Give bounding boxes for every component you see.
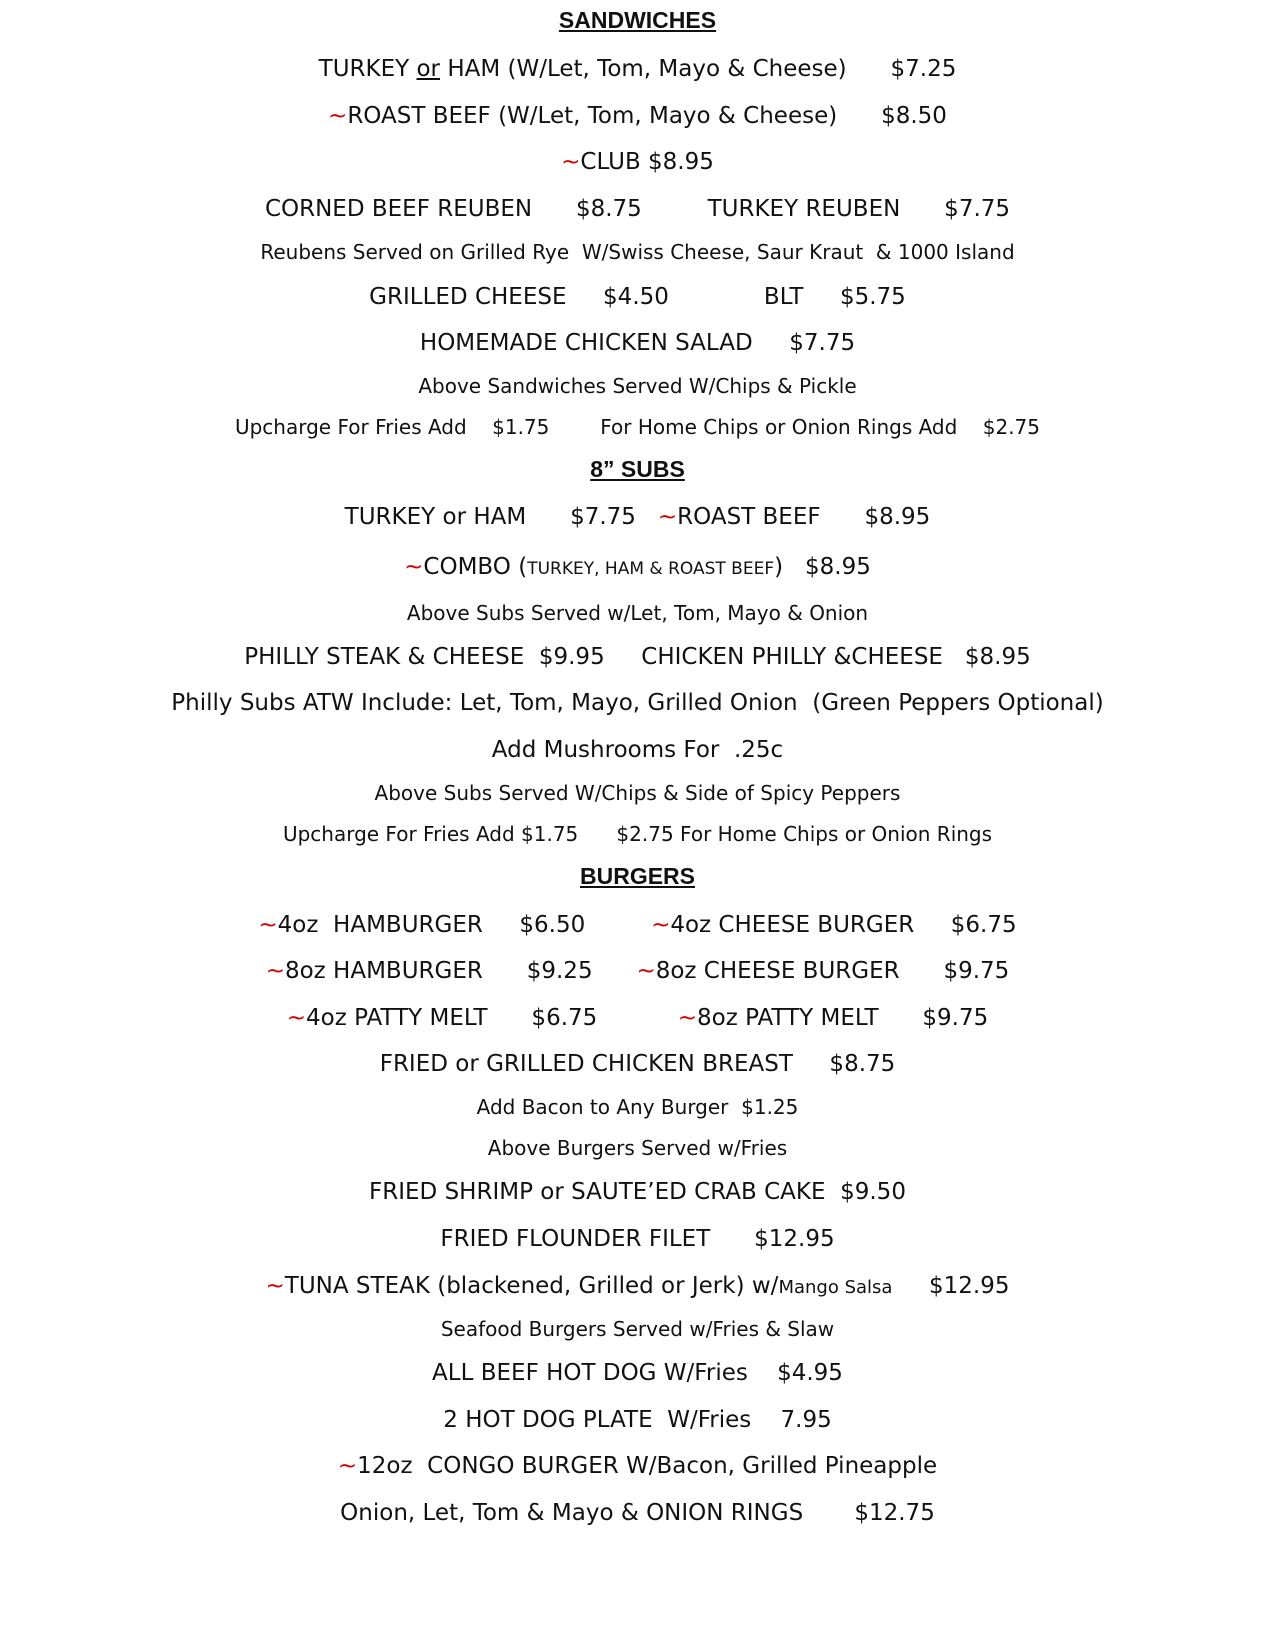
- menu-item-patty-melts: [0, 1007, 1275, 1030]
- 8oz-cheeseburger-text: 8oz CHEESE BURGER $9.75: [655, 958, 1010, 984]
- menu-item-turkey-ham: [0, 58, 1275, 81]
- sandwiches-served-note: Above Sandwiches Served W/Chips & Pickle: [418, 374, 857, 398]
- signature-tilde: ~: [265, 1273, 285, 1299]
- seafood-served-note: Seafood Burgers Served w/Fries & Slaw: [440, 1317, 835, 1341]
- tuna-price: $12.95: [892, 1273, 1010, 1299]
- signature-tilde: ~: [657, 504, 678, 530]
- philly-include-note: Philly Subs ATW Include: Let, Tom, Mayo, Grilled Onion (Green Peppers Optional): [171, 690, 1104, 716]
- roast-beef-sub-text: ROAST BEEF $8.95: [677, 504, 931, 530]
- menu-item-chicken-breast: FRIED or GRILLED CHICKEN BREAST $8.75: [379, 1051, 896, 1077]
- combo-contents: TURKEY, HAM & ROAST BEEF: [527, 559, 775, 579]
- signature-tilde: ~: [677, 1005, 697, 1031]
- subs-served-note: Above Subs Served w/Let, Tom, Mayo & Onion: [406, 601, 869, 625]
- 4oz-cheeseburger-text: 4oz CHEESE BURGER $6.75: [670, 912, 1017, 938]
- signature-tilde: ~: [561, 149, 581, 175]
- 8oz-patty-melt-text: 8oz PATTY MELT $9.75: [696, 1005, 989, 1031]
- signature-tilde: ~: [636, 958, 656, 984]
- turkey-text: TURKEY: [318, 56, 417, 82]
- signature-tilde: ~: [328, 103, 348, 129]
- club-text: CLUB $8.95: [580, 149, 714, 175]
- menu-item-philly: PHILLY STEAK & CHEESE $9.95 CHICKEN PHILLY &CHEESE $8.95: [244, 644, 1031, 670]
- menu-item-flounder: FRIED FLOUNDER FILET $12.95: [440, 1226, 835, 1252]
- signature-tilde: ~: [265, 958, 285, 984]
- bacon-note: Add Bacon to Any Burger $1.25: [476, 1095, 799, 1119]
- subs-served-chips-note: Above Subs Served W/Chips & Side of Spicy Peppers: [374, 781, 901, 805]
- turkey-ham-sub-text: TURKEY or HAM $7.75: [344, 504, 658, 530]
- menu-item-tuna-steak: [0, 1275, 1275, 1298]
- menu-item-hot-dog-plate: 2 HOT DOG PLATE W/Fries 7.95: [443, 1407, 832, 1433]
- 4oz-patty-melt-text: 4oz PATTY MELT $6.75: [306, 1005, 678, 1031]
- menu-item-4oz-burgers: [0, 914, 1275, 937]
- or-underlined: or: [416, 56, 441, 82]
- menu-item-shrimp-crab: FRIED SHRIMP or SAUTE’ED CRAB CAKE $9.50: [369, 1179, 906, 1205]
- congo-burger-continued: Onion, Let, Tom & Mayo & ONION RINGS $12.75: [340, 1500, 935, 1526]
- mushrooms-note: Add Mushrooms For .25c: [491, 737, 784, 763]
- subs-heading: 8” SUBS: [590, 456, 685, 482]
- menu-item-grilled-cheese-blt: GRILLED CHEESE $4.50 BLT $5.75: [369, 284, 906, 310]
- menu-item-roast-beef: [0, 105, 1275, 128]
- burgers-served-note: Above Burgers Served w/Fries: [487, 1136, 788, 1160]
- congo-burger-text: 12oz CONGO BURGER W/Bacon, Grilled Pineapple: [357, 1453, 938, 1479]
- tuna-text: TUNA STEAK (blackened, Grilled or Jerk) w/: [284, 1273, 779, 1299]
- sandwiches-heading: SANDWICHES: [558, 7, 717, 33]
- menu-item-hot-dog: ALL BEEF HOT DOG W/Fries $4.95: [432, 1360, 843, 1386]
- 4oz-hamburger-text: 4oz HAMBURGER $6.50: [277, 912, 652, 938]
- mango-salsa-text: Mango Salsa: [778, 1277, 893, 1298]
- 8oz-hamburger-text: 8oz HAMBURGER $9.25: [284, 958, 637, 984]
- signature-tilde: ~: [258, 912, 278, 938]
- menu-item-chicken-salad: HOMEMADE CHICKEN SALAD $7.75: [419, 330, 856, 356]
- menu-item-combo: [0, 556, 1275, 579]
- reuben-note: Reubens Served on Grilled Rye W/Swiss Cheese, Saur Kraut & 1000 Island: [260, 240, 1015, 264]
- burgers-heading: BURGERS: [579, 863, 695, 889]
- menu-item-8oz-burgers: [0, 960, 1275, 983]
- combo-price: ) $8.95: [774, 554, 871, 580]
- ham-text: HAM (W/Let, Tom, Mayo & Cheese) $7.25: [440, 56, 957, 82]
- signature-tilde: ~: [651, 912, 671, 938]
- subs-upcharge-note: Upcharge For Fries Add $1.75 $2.75 For Home Chips or Onion Rings: [282, 822, 993, 846]
- menu-item-subs-turkey-roast: [0, 506, 1275, 529]
- menu-item-congo-burger: [0, 1455, 1275, 1478]
- signature-tilde: ~: [286, 1005, 306, 1031]
- menu-item-reubens: CORNED BEEF REUBEN $8.75 TURKEY REUBEN $7.75: [264, 196, 1011, 222]
- combo-text: COMBO (: [423, 554, 528, 580]
- menu-item-club: [0, 151, 1275, 174]
- signature-tilde: ~: [404, 554, 424, 580]
- roast-beef-text: ROAST BEEF (W/Let, Tom, Mayo & Cheese) $8.50: [347, 103, 947, 129]
- sandwiches-upcharge-note: Upcharge For Fries Add $1.75 For Home Chips or Onion Rings Add $2.75: [234, 415, 1041, 439]
- signature-tilde: ~: [337, 1453, 358, 1479]
